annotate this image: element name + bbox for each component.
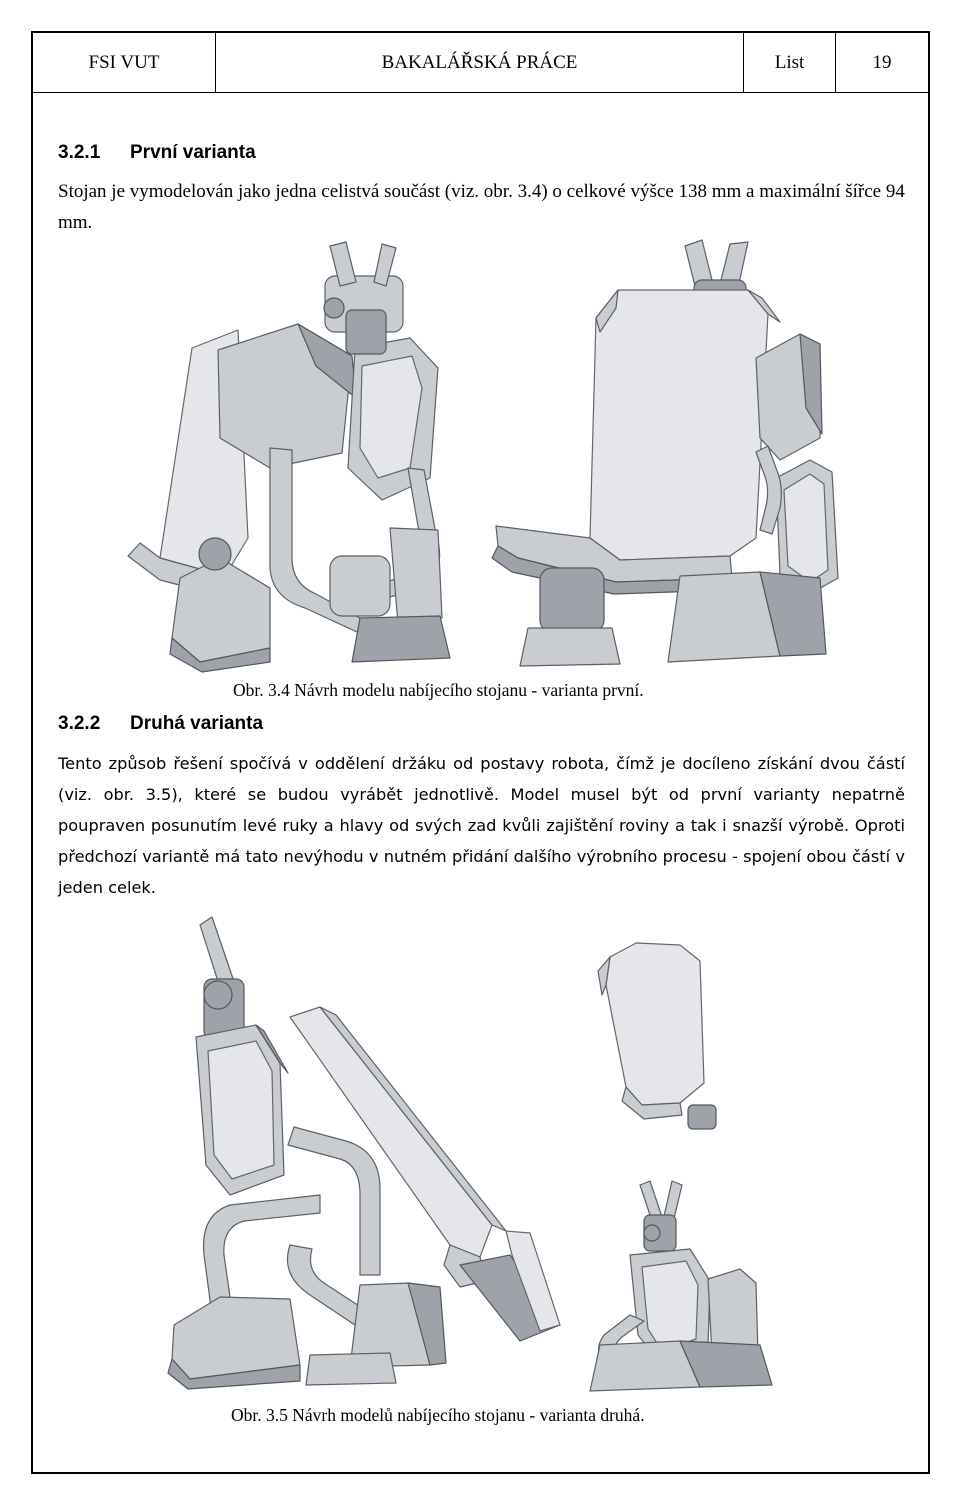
section-number-1: 3.2.1 <box>58 142 101 163</box>
header-document-type: BAKALÁŘSKÁ PRÁCE <box>216 33 744 92</box>
section-title-2: Druhá varianta <box>130 713 264 734</box>
figure-3-5-caption: Obr. 3.5 Návrh modelů nabíjecího stojanu - varianta druhá. <box>231 1405 645 1425</box>
page-header <box>33 33 928 93</box>
section-number-2: 3.2.2 <box>58 713 101 734</box>
header-sheet-label: List <box>744 33 836 92</box>
figure-3-4-caption: Obr. 3.4 Návrh modelu nabíjecího stojanu - varianta první. <box>233 680 644 700</box>
section-paragraph-1: Stojan je vymodelován jako jedna celistvá součást (viz. obr. 3.4) o celkové výšce 138 mm a maximální šířce 94 mm. <box>58 181 905 233</box>
figure-3-4-image <box>120 238 840 678</box>
section-heading-1 <box>58 142 256 164</box>
header-institution: FSI VUT <box>33 33 216 92</box>
section-paragraph-2: Tento způsob řešení spočívá v oddělení držáku od postavy robota, čímž je docíleno získání dvou částí (viz. obr. 3.5), které se budou vyrábět jednotlivě. Model musel být od první varianty nepatrně poupraven posunutím levé ruky a hlavy od svých zad kvůli zajištění roviny a tak i snazší výrobě. Oproti předchozí variantě má tato nevýhodu v nutném přidání dalšího výrobního procesu - spojení obou částí v jeden celek. <box>58 754 905 897</box>
figure-3-5-image <box>160 915 780 1400</box>
section-heading-2 <box>58 713 263 735</box>
section-title-1: První varianta <box>130 142 256 163</box>
header-page-number: 19 <box>872 51 892 73</box>
